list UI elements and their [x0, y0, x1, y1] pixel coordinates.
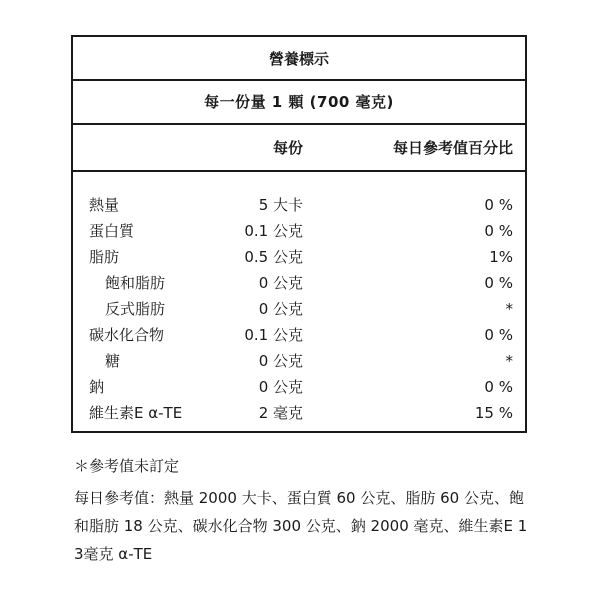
nutrition-label — [71, 35, 527, 433]
nutrient-name: 蛋白質 — [89, 222, 135, 240]
nutrient-name: 糖 — [105, 352, 121, 370]
serving-size: 每一份量 1 顆 (700 毫克) — [73, 79, 525, 125]
nutrient-amount: 0 公克 — [258, 300, 303, 318]
nutrient-row-vitamin-e — [73, 400, 525, 426]
nutrient-row-sugar — [73, 348, 525, 374]
nutrient-name: 維生素E α-TE — [89, 404, 183, 422]
nutrient-amount: 5 大卡 — [258, 196, 303, 214]
footnote-not-established: ＊參考值未訂定 — [74, 457, 180, 475]
nutrient-amount: 0.1 公克 — [244, 326, 303, 344]
nutrient-row-fat — [73, 244, 525, 270]
nutrient-row-saturated-fat — [73, 270, 525, 296]
nutrient-daily-value: 0 % — [484, 274, 513, 292]
nutrient-daily-value: 0 % — [484, 222, 513, 240]
nutrient-list — [73, 192, 525, 426]
nutrient-name: 脂肪 — [89, 248, 120, 266]
nutrient-row-calories — [73, 192, 525, 218]
nutrient-daily-value: 0 % — [484, 378, 513, 396]
label-title: 營養標示 — [73, 37, 525, 81]
nutrient-amount: 0 公克 — [258, 378, 303, 396]
nutrient-daily-value: * — [505, 352, 513, 370]
nutrient-name: 鈉 — [89, 378, 105, 396]
nutrient-row-protein — [73, 218, 525, 244]
nutrient-row-sodium — [73, 374, 525, 400]
nutrient-name: 碳水化合物 — [89, 326, 165, 344]
nutrient-name: 反式脂肪 — [105, 300, 166, 318]
nutrient-name: 飽和脂肪 — [105, 274, 166, 292]
nutrient-daily-value: 1% — [489, 248, 513, 266]
nutrient-daily-value: 15 % — [474, 404, 513, 422]
nutrient-name: 熱量 — [89, 196, 120, 214]
nutrient-amount: 2 毫克 — [258, 404, 303, 422]
daily-value-header: 每日參考值百分比 — [392, 139, 513, 157]
column-header-row — [73, 123, 525, 172]
nutrient-amount: 0 公克 — [258, 352, 303, 370]
nutrient-amount: 0.5 公克 — [244, 248, 303, 266]
nutrient-amount: 0 公克 — [258, 274, 303, 292]
nutrient-row-trans-fat — [73, 296, 525, 322]
nutrient-daily-value: * — [505, 300, 513, 318]
per-serving-header: 每份 — [272, 139, 303, 157]
nutrient-daily-value: 0 % — [484, 326, 513, 344]
nutrient-daily-value: 0 % — [484, 196, 513, 214]
daily-value-reference: 每日參考值：熱量 2000 大卡、蛋白質 60 公克、脂肪 60 公克、飽和脂肪 18 公克、碳水化合物 300 公克、鈉 2000 毫克、維生素E 13毫克 α-TE — [74, 489, 528, 563]
nutrient-row-carbohydrate — [73, 322, 525, 348]
nutrient-amount: 0.1 公克 — [244, 222, 303, 240]
